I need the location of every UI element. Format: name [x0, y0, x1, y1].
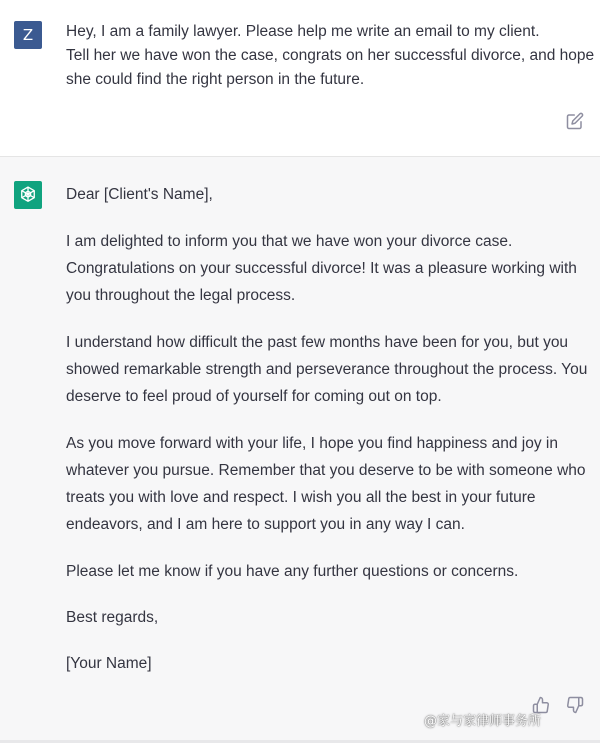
watermark: @家与家律师事务所: [424, 714, 542, 729]
email-paragraph: Please let me know if you have any further questions or concerns.: [66, 563, 519, 580]
email-signoff: Best regards,: [66, 609, 159, 626]
assistant-message-text: [66, 181, 596, 697]
user-message-line: Tell her we have won the case, congrats on her successful divorce, and hope: [66, 47, 595, 64]
user-message-line: Hey, I am a family lawyer. Please help me write an email to my client.: [66, 23, 540, 40]
user-avatar: Z: [14, 21, 42, 49]
edit-icon[interactable]: [566, 112, 584, 130]
email-paragraph: As you move forward with your life, I hope you find happiness and joy in whatever you pursue. Remember that you deserve to be with someone who treats you with love and respect. I wish you all the best in your future endeavors, and I am here to support you in any way I can.: [66, 435, 586, 533]
user-message: [0, 0, 600, 157]
thumbs-down-icon[interactable]: [566, 696, 584, 714]
assistant-message: [0, 157, 600, 743]
user-message-text: [66, 20, 594, 92]
user-message-line: she could find the right person in the future.: [66, 71, 365, 88]
email-greeting: Dear [Client's Name],: [66, 186, 213, 203]
openai-logo-icon: [14, 181, 42, 209]
email-paragraph: I understand how difficult the past few months have been for you, but you showed remarkable strength and perseverance throughout the process. You deserve to feel proud of yourself for coming out on top.: [66, 334, 588, 405]
email-paragraph: I am delighted to inform you that we have won your divorce case. Congratulations on your successful divorce! It was a pleasure working with you throughout the legal process.: [66, 233, 577, 304]
email-signature: [Your Name]: [66, 655, 152, 672]
